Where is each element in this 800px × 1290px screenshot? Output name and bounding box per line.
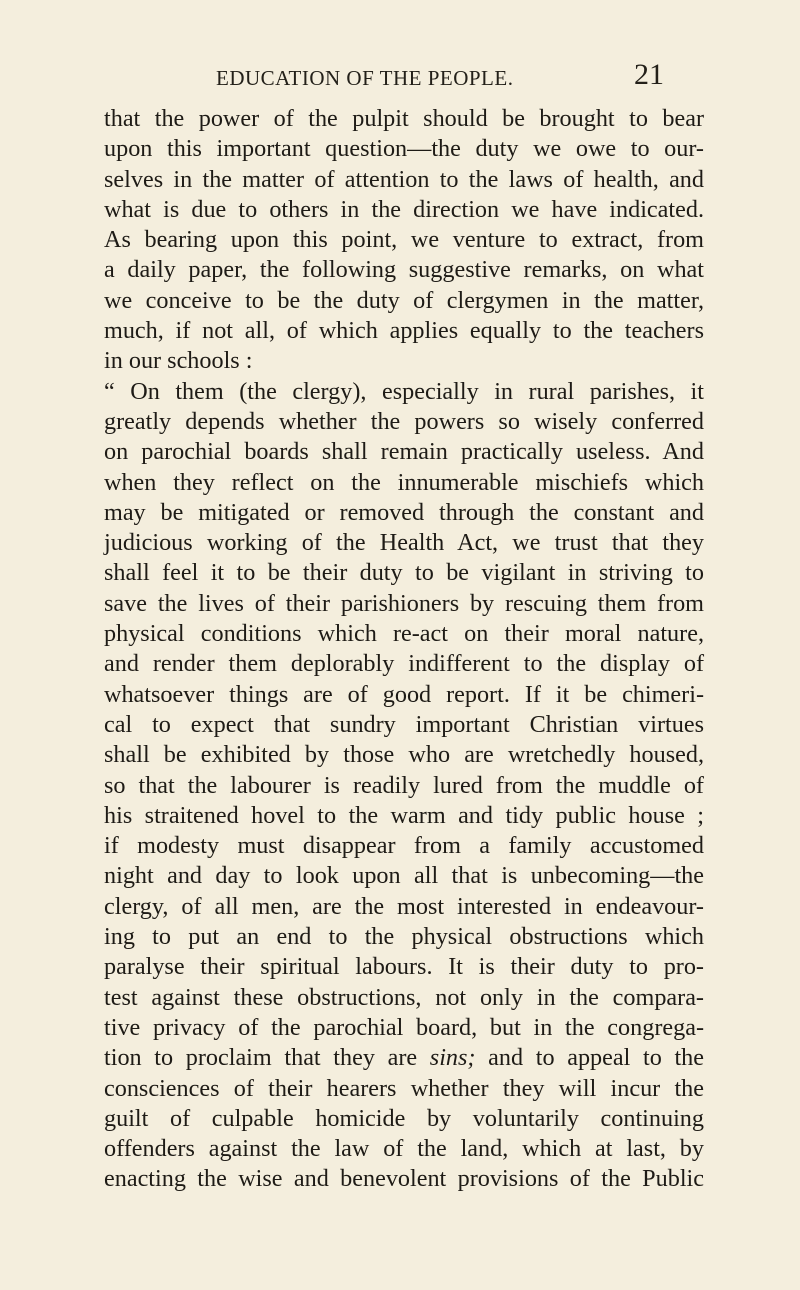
text-line: his straitened hovel to the warm and tidy public house ; <box>104 801 704 829</box>
text-line: if modesty must disappear from a family accustomed <box>104 832 704 860</box>
text-line: greatly depends whether the powers so wisely conferred <box>104 407 704 435</box>
text-line: shall feel it to be their duty to be vigilant in striving to <box>104 559 704 587</box>
text-line: what is due to others in the direction we have indicated. <box>104 195 704 223</box>
text-line: offenders against the law of the land, which at last, by <box>104 1135 704 1163</box>
text-line: may be mitigated or removed through the constant and <box>104 498 704 526</box>
text-line: much, if not all, of which applies equally to the teachers <box>104 317 704 345</box>
text-line: As bearing upon this point, we venture to extract, from <box>104 226 704 254</box>
text-line: that the power of the pulpit should be brought to bear <box>104 105 704 132</box>
text-line: shall be exhibited by those who are wretchedly housed, <box>104 741 704 769</box>
text-line: save the lives of their parishioners by rescuing them from <box>104 589 704 617</box>
text-line: “ On them (the clergy), especially in rural parishes, it <box>104 377 704 405</box>
text-line: selves in the matter of attention to the laws of health, and <box>104 165 704 193</box>
page-number: 21 <box>634 58 664 91</box>
text-line: consciences of their hearers whether they will incur the <box>104 1074 704 1102</box>
text-line: physical conditions which re-act on their moral nature, <box>104 620 704 648</box>
italic-word: sins; <box>429 1044 476 1072</box>
text-line: night and day to look upon all that is unbecoming—the <box>104 862 704 890</box>
text-line: judicious working of the Health Act, we trust that they <box>104 529 704 557</box>
text-line: we conceive to be the duty of clergymen in the matter, <box>104 286 704 314</box>
text-line: enacting the wise and benevolent provisions of the Public <box>104 1165 704 1193</box>
text-line: a daily paper, the following suggestive remarks, on what <box>104 256 704 284</box>
text-line: tive privacy of the parochial board, but in the congrega- <box>104 1013 704 1041</box>
text-line: so that the labourer is readily lured from the muddle of <box>104 771 704 799</box>
text-line: whatsoever things are of good report. If it be chimeri- <box>104 680 704 708</box>
text-line-with-italic <box>104 1043 704 1073</box>
running-title: EDUCATION OF THE PEOPLE. <box>216 66 514 90</box>
text-line: in our schools : <box>104 347 253 375</box>
text-line: when they reflect on the innumerable mischiefs which <box>104 468 704 496</box>
line-segment: and to appeal to the <box>475 1044 704 1072</box>
text-line: guilt of culpable homicide by voluntarily continuing <box>104 1104 704 1132</box>
text-line: clergy, of all men, are the most interested in endeavour- <box>104 892 704 920</box>
text-line: on parochial boards shall remain practically useless. And <box>104 438 704 466</box>
text-line: cal to expect that sundry important Christian virtues <box>104 710 704 738</box>
text-line: paralyse their spiritual labours. It is their duty to pro- <box>104 953 704 981</box>
running-header <box>0 58 800 92</box>
text-line: ing to put an end to the physical obstructions which <box>104 923 704 951</box>
text-line: and render them deplorably indifferent to the display of <box>104 650 704 678</box>
text-line: test against these obstructions, not only in the compara- <box>104 983 704 1011</box>
line-segment: tion to proclaim that they are <box>104 1044 430 1072</box>
body-text <box>104 104 704 1195</box>
text-line: upon this important question—the duty we owe to our- <box>104 135 704 163</box>
